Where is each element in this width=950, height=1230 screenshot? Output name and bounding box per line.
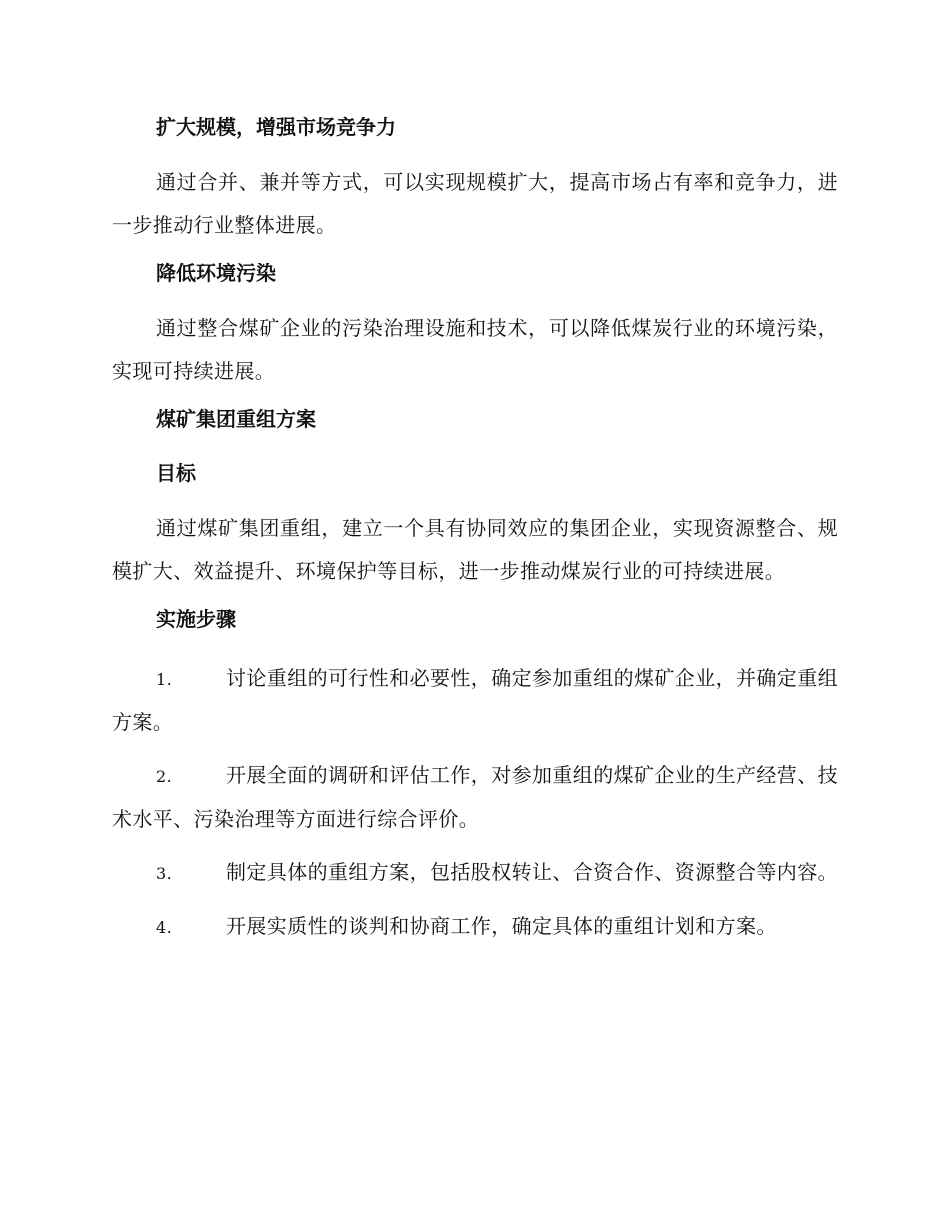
list-item — [112, 905, 838, 949]
section-heading-goal: 目标 — [156, 461, 196, 485]
list-number: 2. — [156, 767, 173, 786]
paragraph-pollution: 通过整合煤矿企业的污染治理设施和技术，可以降低煤炭行业的环境污染，实现可持续进展。 — [112, 316, 838, 383]
list-item — [112, 851, 838, 895]
list-text: 开展全面的调研和评估工作，对参加重组的煤矿企业的生产经营、技术水平、污染治理等方面进行综合评价。 — [112, 763, 838, 831]
list-number: 3. — [156, 864, 173, 883]
section-heading-pollution: 降低环境污染 — [156, 261, 276, 285]
document-page — [112, 111, 838, 959]
paragraph-goal: 通过煤矿集团重组，建立一个具有协同效应的集团企业，实现资源整合、规模扩大、效益提升、环境保护等目标，进一步推动煤炭行业的可持续进展。 — [112, 516, 838, 583]
list-item — [112, 754, 838, 841]
section-heading-steps: 实施步骤 — [156, 607, 236, 631]
section-heading-scale: 扩大规模，增强市场竞争力 — [156, 115, 396, 139]
list-text: 讨论重组的可行性和必要性，确定参加重组的煤矿企业，并确定重组方案。 — [112, 666, 838, 734]
list-text: 开展实质性的谈判和协商工作，确定具体的重组计划和方案。 — [226, 914, 777, 938]
section-heading-plan: 煤矿集团重组方案 — [156, 407, 316, 431]
list-number: 4. — [156, 918, 173, 937]
list-number: 1. — [156, 670, 173, 689]
list-item — [112, 657, 838, 744]
list-text: 制定具体的重组方案，包括股权转让、合资合作、资源整合等内容。 — [226, 860, 838, 884]
paragraph-scale: 通过合并、兼并等方式，可以实现规模扩大，提高市场占有率和竞争力，进一步推动行业整体进展。 — [112, 170, 838, 237]
